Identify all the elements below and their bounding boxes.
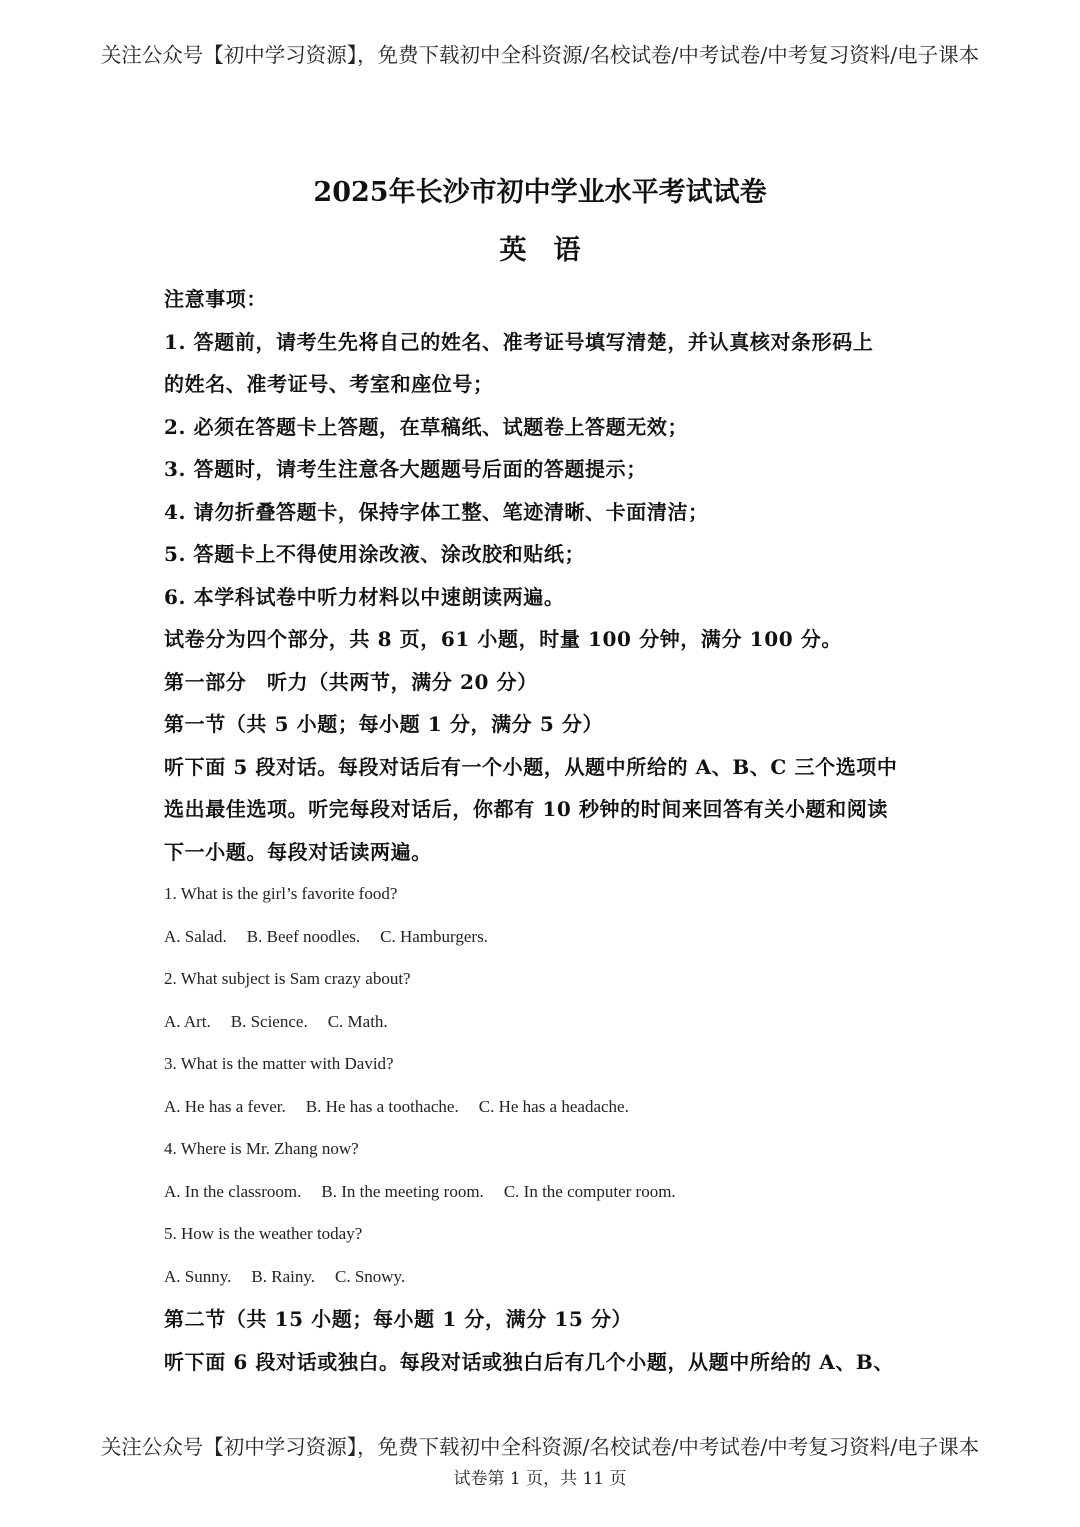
option-b: B. Beef noodles.: [246, 926, 361, 946]
question-4: 4. Where is Mr. Zhang now?: [164, 1139, 359, 1158]
exam-content: [164, 278, 924, 1383]
question-3: 3. What is the matter with David?: [164, 1054, 394, 1073]
notice-line: 4. 请勿折叠答题卡，保持字体工整、笔迹清晰、卡面清洁；: [164, 499, 709, 524]
option-c: C. In the computer room.: [503, 1181, 676, 1201]
notice-line: 6. 本学科试卷中听力材料以中速朗读两遍。: [164, 584, 565, 609]
exam-title: 2025年长沙市初中学业水平考试试卷: [313, 177, 767, 208]
option-a: A. Sunny.: [164, 1266, 232, 1286]
option-b: B. Rainy.: [251, 1266, 315, 1286]
section1-heading: 第一节（共 5 小题；每小题 1 分，满分 5 分）: [164, 712, 604, 736]
question-1: 1. What is the girl’s favorite food?: [164, 884, 398, 903]
notice-line: 3. 答题时，请考生注意各大题题号后面的答题提示；: [164, 457, 647, 481]
notice-line: 的姓名、准考证号、考室和座位号；: [164, 372, 494, 396]
section1-instruction: 听下面 5 段对话。每段对话后有一个小题，从题中所给的 A、B、C 三个选项中: [164, 754, 898, 779]
option-b: B. He has a toothache.: [305, 1096, 459, 1116]
notice-line: 5. 答题卡上不得使用涂改液、涂改胶和贴纸；: [164, 542, 586, 566]
option-b: B. In the meeting room.: [321, 1181, 484, 1201]
option-a: A. Salad.: [164, 926, 227, 946]
question-1-options: [164, 916, 924, 959]
section2-heading: 第二节（共 15 小题；每小题 1 分，满分 15 分）: [164, 1307, 633, 1331]
option-c: C. Snowy.: [334, 1266, 406, 1286]
option-c: C. Hamburgers.: [380, 926, 488, 946]
question-2-options: [164, 1001, 924, 1044]
part1-heading: 第一部分 听力（共两节，满分 20 分）: [164, 669, 538, 694]
option-a: A. In the classroom.: [164, 1181, 302, 1201]
notice-line: 2. 必须在答题卡上答题，在草稿纸、试题卷上答题无效；: [164, 414, 689, 439]
paper-info: 试卷分为四个部分，共 8 页，61 小题，时量 100 分钟，满分 100 分。: [164, 627, 842, 651]
question-5-options: [164, 1256, 924, 1299]
question-3-options: [164, 1086, 924, 1129]
section1-instruction: 下一小题。每段对话读两遍。: [164, 839, 432, 864]
option-c: C. Math.: [327, 1011, 388, 1031]
section1-instruction: 选出最佳选项。听完每段对话后，你都有 10 秒钟的时间来回答有关小题和阅读: [164, 797, 888, 821]
option-a: A. He has a fever.: [164, 1096, 286, 1116]
notice-line: 1. 答题前，请考生先将自己的姓名、准考证号填写清楚，并认真核对条形码上: [164, 329, 874, 354]
option-c: C. He has a headache.: [478, 1096, 629, 1116]
notice-heading: 注意事项：: [164, 287, 267, 311]
question-4-options: [164, 1171, 924, 1214]
promo-banner-bottom: 关注公众号【初中学习资源】，免费下载初中全科资源/名校试卷/中考试卷/中考复习资料/电子课本: [100, 1435, 980, 1459]
question-2: 2. What subject is Sam crazy about?: [164, 969, 411, 988]
page-number: 试卷第 1 页，共 11 页: [453, 1469, 627, 1489]
question-5: 5. How is the weather today?: [164, 1224, 363, 1243]
option-a: A. Art.: [164, 1011, 211, 1031]
option-b: B. Science.: [230, 1011, 308, 1031]
subject-title: 英 语: [499, 235, 581, 266]
promo-banner-top: 关注公众号【初中学习资源】，免费下载初中全科资源/名校试卷/中考试卷/中考复习资料/电子课本: [100, 43, 980, 67]
section2-instruction: 听下面 6 段对话或独白。每段对话或独白后有几个小题，从题中所给的 A、B、: [164, 1349, 895, 1374]
